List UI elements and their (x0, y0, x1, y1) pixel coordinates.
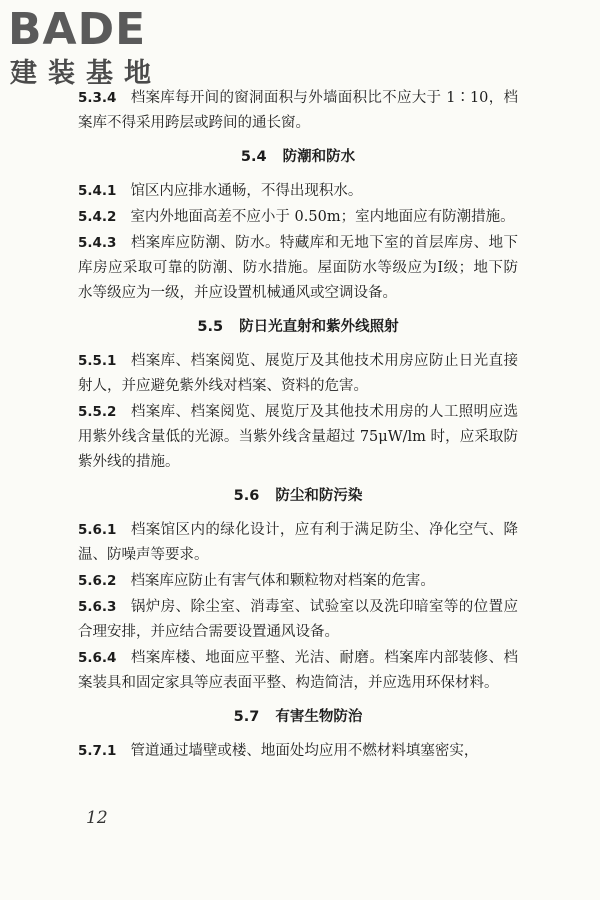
clause-text: 档案库、档案阅览、展览厅及其他技术用房应防止日光直接射人，并应避免紫外线对档案、资料的危害。 (78, 353, 518, 394)
logo-wordmark: BADE (8, 4, 147, 55)
clause-text: 管道通过墙壁或楼、地面处均应用不燃材料填塞密实， (130, 743, 479, 759)
logo-chinese-text: 建装基地 (10, 58, 162, 89)
clause-text: 档案库应防止有害气体和颗粒物对档案的危害。 (130, 573, 435, 589)
section-heading (78, 145, 518, 170)
clause-text: 室内外地面高差不应小于 0.50m；室内地面应有防潮措施。 (130, 209, 515, 225)
bade-logo (8, 6, 183, 90)
clause-paragraph (78, 231, 518, 306)
clause-paragraph (78, 518, 518, 568)
clause-text: 档案库应防潮、防水。特藏库和无地下室的首层库房、地下库房应采取可靠的防潮、防水措施。屋面防水等级应为Ⅰ级；地下防水等级应为一级，并应设置机械通风或空调设备。 (78, 235, 518, 301)
section-number: 5.7 (233, 709, 260, 725)
clause-number: 5.6.4 (78, 650, 117, 666)
clause-number: 5.6.1 (78, 522, 117, 538)
clause-paragraph (78, 205, 518, 230)
section-number: 5.4 (240, 149, 267, 165)
clause-number: 5.4.3 (78, 235, 117, 251)
section-title: 防尘和防污染 (275, 488, 363, 504)
clause-number: 5.6.2 (78, 573, 117, 589)
clause-number: 5.5.2 (78, 404, 117, 420)
clause-number: 5.3.4 (78, 90, 117, 106)
clause-text: 档案库楼、地面应平整、光洁、耐磨。档案库内部装修、档案装具和固定家具等应表面平整、构造简洁，并应选用环保材料。 (78, 650, 518, 691)
section-heading (78, 315, 518, 340)
page-number: 12 (86, 808, 108, 828)
clause-number: 5.4.2 (78, 209, 117, 225)
document-body (78, 86, 518, 765)
clause-text: 档案库、档案阅览、展览厅及其他技术用房的人工照明应选用紫外线含量低的光源。当紫外线含量超过 75μW/lm 时，应采取防紫外线的措施。 (78, 404, 518, 470)
clause-text: 锅炉房、除尘室、消毒室、试验室以及洗印暗室等的位置应合理安排，并应结合需要设置通风设备。 (78, 599, 518, 640)
section-number: 5.6 (233, 488, 260, 504)
section-number: 5.5 (197, 319, 224, 335)
clause-paragraph (78, 86, 518, 136)
clause-number: 5.7.1 (78, 743, 117, 759)
clause-paragraph (78, 739, 518, 764)
clause-number: 5.4.1 (78, 183, 117, 199)
clause-paragraph (78, 569, 518, 594)
section-title: 防潮和防水 (282, 149, 356, 165)
section-title: 防日光直射和紫外线照射 (239, 319, 399, 335)
clause-paragraph (78, 349, 518, 399)
clause-text: 馆区内应排水通畅，不得出现积水。 (130, 183, 363, 199)
clause-number: 5.5.1 (78, 353, 117, 369)
section-heading (78, 484, 518, 509)
clause-paragraph (78, 595, 518, 645)
clause-paragraph (78, 179, 518, 204)
clause-paragraph (78, 646, 518, 696)
clause-text: 档案库每开间的窗洞面积与外墙面积比不应大于 1∶10，档案库不得采用跨层或跨间的通长窗。 (78, 90, 518, 131)
section-title: 有害生物防治 (275, 709, 363, 725)
clause-number: 5.6.3 (78, 599, 117, 615)
clause-paragraph (78, 400, 518, 475)
section-heading (78, 705, 518, 730)
clause-text: 档案馆区内的绿化设计，应有利于满足防尘、净化空气、降温、防噪声等要求。 (78, 522, 518, 563)
